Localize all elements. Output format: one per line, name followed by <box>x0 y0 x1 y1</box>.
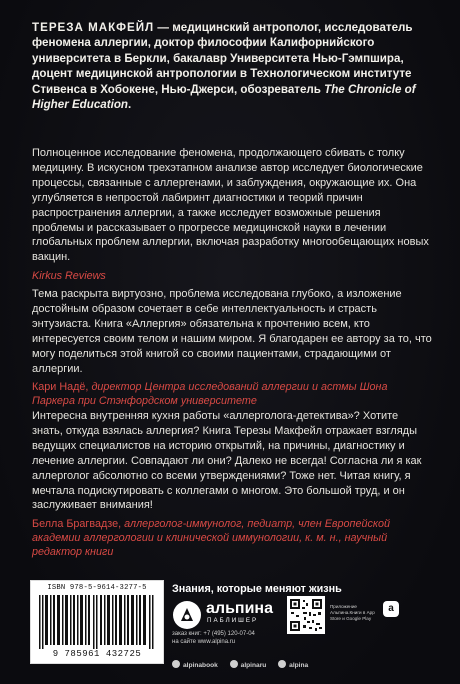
barcode <box>30 580 164 664</box>
review-1 <box>32 146 432 283</box>
qr-code-icon <box>287 596 325 634</box>
isbn-label: ISBN 978-5-9614-3277-5 <box>47 584 147 592</box>
review-text: Полноценное исследование феномена, продолжающего сбивать с толку медицину. В искусном трехэтапном анализе автор исследует биологические процессы, связанные с аллергенами, и заблуждения, окружающие их. Она углубляется в непростой лабиринт диагностики и теорий причин распространения аллергии, а также исследует возможные решения проблемы и рассказывает о прогрессе медицинской науки в лечении глобальных проблем аллергии, включая разработку многообещающих новых вакцин. <box>32 147 429 264</box>
publisher-subtitle: ПАБЛИШЕР <box>207 617 259 624</box>
author-bio-text: — медицинский антрополог, исследователь феномена аллергии, доктор философии Калифорнийского университета в Беркли, бакалавр Университета Нью-Гэмпшира, доцент медицинской антропологии в Технологическом институте Стивенса в Хобокене, Нью-Джерси, обозреватель <box>32 21 413 96</box>
publisher-name: альпина <box>206 600 273 617</box>
review-source: Кари Надё, директор Центра исследований аллергии и астмы Шона Паркера при Стэнфордском университете <box>32 381 388 408</box>
review-source: Kirkus Reviews <box>32 270 106 283</box>
social-dzen: alpina <box>278 662 308 669</box>
barcode-number: 9 785961 432725 <box>52 649 142 659</box>
telegram-icon <box>230 660 238 668</box>
author-bio: ТЕРЕЗА МАКФЕЙЛ — медицинский антрополог, исследователь феномена аллергии, доктор философии Калифорнийского университета в Беркли, бакалавр Университета Нью-Гэмпшира, доцент медицинской антропологии в Технологическом институте Стивенса в Хобокене, Нью-Джерси, обозреватель The Chronicle of Higher Education. <box>32 21 416 112</box>
publisher-tagline: Знания, которые меняют жизнь <box>172 583 342 595</box>
review-source: Белла Брагвадзе, аллерголог-иммунолог, педиатр, член Европейской академии аллергологии и клинической иммунологии, к. м. н., научный редактор книги <box>32 518 390 559</box>
review-text: Тема раскрыта виртуозно, проблема исследована глубоко, а изложение достойным образом сочетает в себе интеллектуальность и страсть энтузиаста. Книга «Аллергия» обязательна к прочтению всем, кто интересуется своим телом и нашим миром. Я благодарен ее автору за то, что могу поделиться этой книгой со своими пациентами, страдающими от аллергии. <box>32 288 432 375</box>
dzen-icon <box>278 660 286 668</box>
order-info: заказ книг: +7 (495) 120-07-04 на сайте www.alpina.ru <box>172 631 255 645</box>
social-vk: alpinabook <box>172 662 218 669</box>
review-text: Интересна внутренняя кухня работы «аллерголога-детектива»? Хотите знать, откуда взялась аллергия? Книга Терезы Макфейл отражает взгляды ведущих специалистов на историю открытий, на причины, диагностику и лечение аллергии. Совпадают ли они? Далеко не всегда! Согласна ли я как аллерголог абсолютно со всеми утверждениями? Тоже нет. Читая книгу, я мечтала подискутировать с коллегами о многом. Это большой труд, и он заслуживает внимания! <box>32 410 422 512</box>
vk-icon <box>172 660 180 668</box>
review-2 <box>32 287 432 408</box>
review-3 <box>32 409 432 559</box>
author-name: ТЕРЕЗА МАКФЕЙЛ <box>32 21 155 34</box>
app-promo-text: Приложение Альпина.Книги в App Store и Google Play <box>330 604 375 621</box>
author-publication: The Chronicle of Higher Education <box>32 82 416 112</box>
barcode-bars <box>39 595 155 649</box>
social-telegram: alpinaru <box>230 662 267 669</box>
alpina-app-icon: a <box>383 601 399 617</box>
social-links <box>172 660 318 669</box>
alpina-logo-icon <box>172 600 202 630</box>
